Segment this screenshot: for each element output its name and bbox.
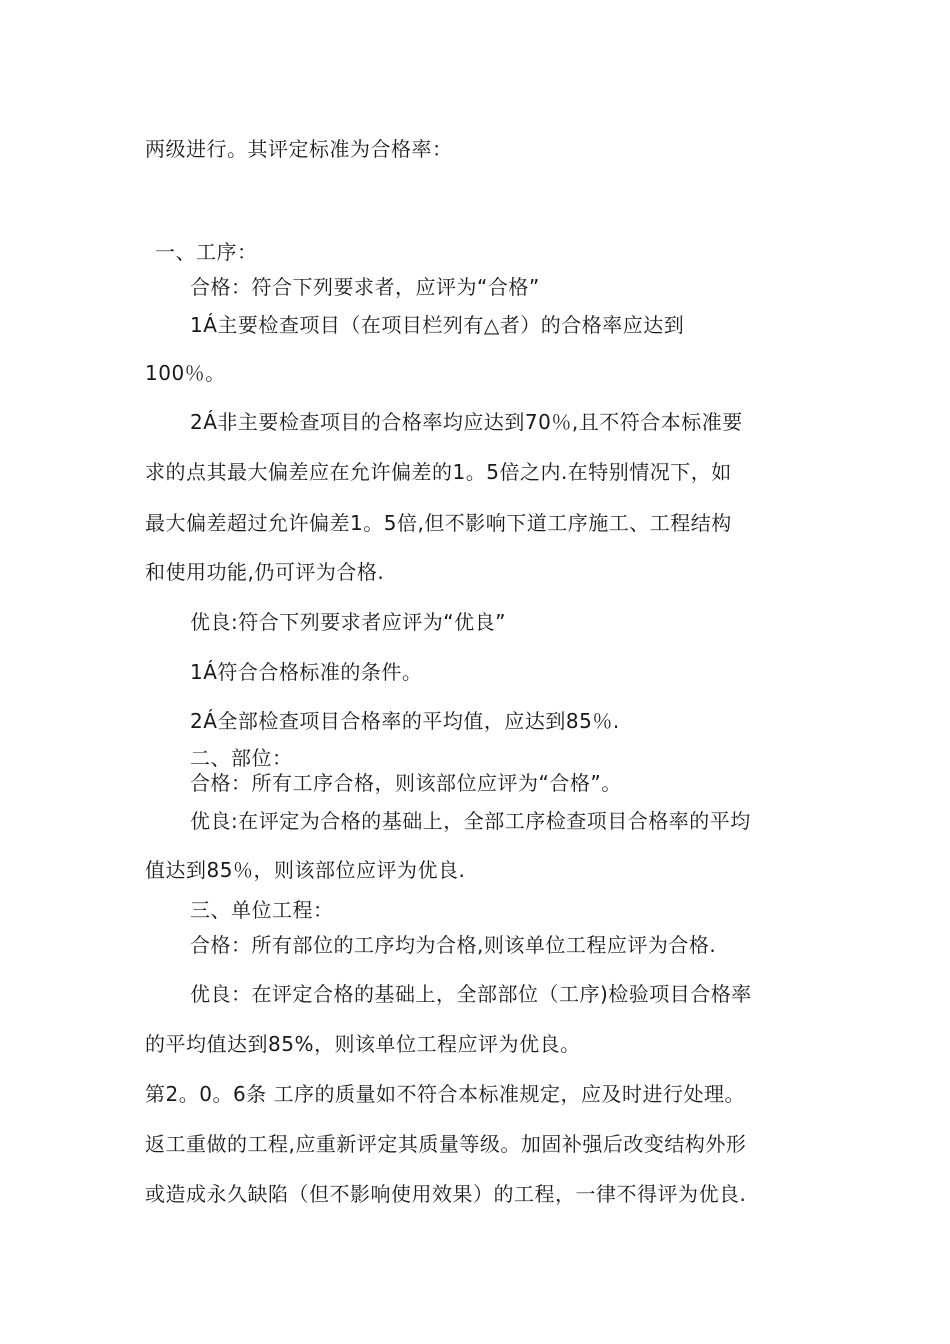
- text-line: 1Á符合合格标准的条件。: [190, 660, 423, 684]
- text-line: 和使用功能,仍可评为合格.: [145, 560, 385, 584]
- text-line: 2Á非主要检查项目的合格率均应达到70％,且不符合本标准要: [190, 410, 743, 434]
- text-line: 优良：在评定合格的基础上，全部部位（工序)检验项目合格率: [190, 982, 752, 1006]
- article-line: 第2。0。6条 工序的质量如不符合本标准规定，应及时进行处理。: [145, 1082, 746, 1106]
- text-line: 2Á全部检查项目合格率的平均值，应达到85％.: [190, 709, 620, 733]
- text-line: 优良:在评定为合格的基础上，全部工序检查项目合格率的平均: [190, 809, 751, 833]
- text-line: 的平均值达到85%，则该单位工程应评为优良。: [145, 1032, 581, 1056]
- section-heading-process: 一、工序：: [155, 240, 258, 264]
- text-line: 求的点其最大偏差应在允许偏差的1。5倍之内.在特别情况下，如: [145, 460, 732, 484]
- text-line: 1Á主要检查项目（在项目栏列有△者）的合格率应达到: [190, 313, 685, 337]
- text-line: 优良:符合下列要求者应评为“优良”: [190, 610, 506, 634]
- text-line: 合格：所有部位的工序均为合格,则该单位工程应评为合格.: [190, 933, 717, 957]
- text-line: 或造成永久缺陷（但不影响使用效果）的工程，一律不得评为优良.: [145, 1182, 747, 1206]
- section-heading-part: 二、部位：: [190, 746, 293, 770]
- text-line: 合格：所有工序合格，则该部位应评为“合格”。: [190, 771, 622, 795]
- text-line: 返工重做的工程,应重新评定其质量等级。加固补强后改变结构外形: [145, 1132, 747, 1156]
- text-line: 两级进行。其评定标准为合格率：: [145, 137, 453, 161]
- text-line: 值达到85％，则该部位应评为优良.: [145, 858, 466, 882]
- text-line: 合格：符合下列要求者，应评为“合格”: [190, 275, 540, 299]
- text-line: 最大偏差超过允许偏差1。5倍,但不影响下道工序施工、工程结构: [145, 511, 732, 535]
- text-line: 100％。: [145, 361, 226, 385]
- section-heading-unit-project: 三、单位工程：: [190, 898, 334, 922]
